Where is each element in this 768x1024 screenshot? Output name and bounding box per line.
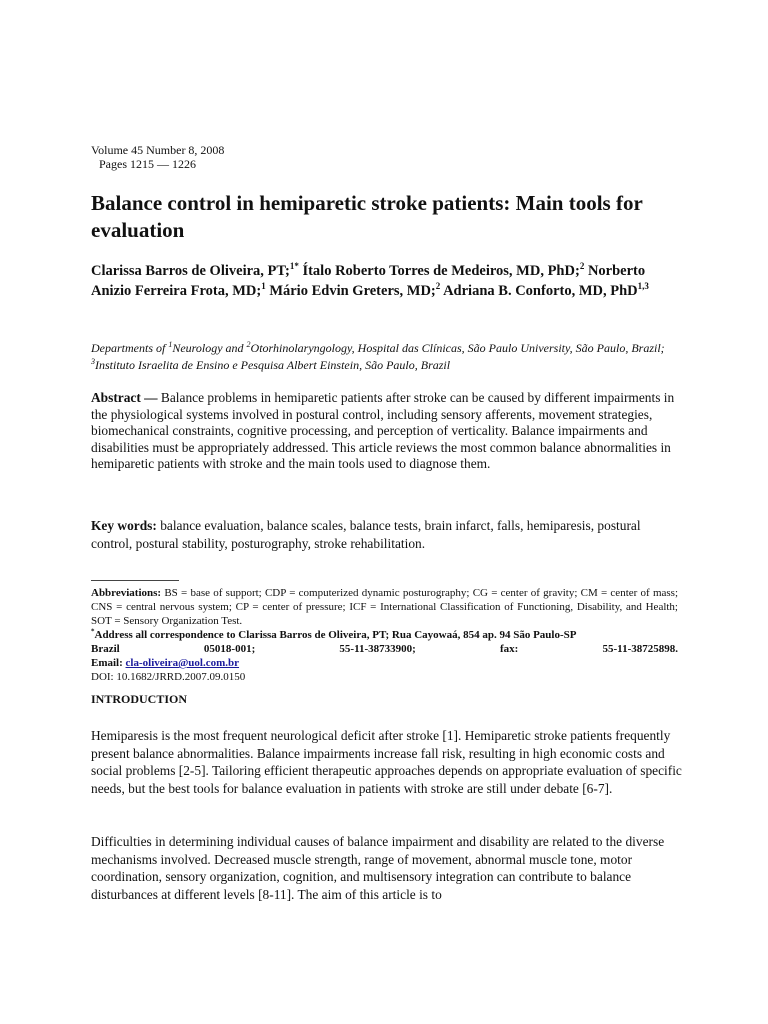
author-affiliation-mark: 1 [261, 281, 266, 292]
author-name: Mário Edvin Greters, MD; [265, 283, 436, 299]
author-name: Ítalo Roberto Torres de Medeiros, MD, PhD; [298, 263, 580, 279]
doi-line: DOI: 10.1682/JRRD.2007.09.0150 [91, 671, 246, 683]
author-affiliation-mark: 2 [579, 261, 585, 272]
abbreviations-text: BS = base of support; CDP = computerized dynamic posturography; CG = center of gravity; CM = center of mass; CNS = central nervous system; CP = center of pressure; ICF = International Classification of Functioning, Disability, and Health; SOT = Sensory Organization Test. [91, 587, 678, 627]
abbreviations-note [91, 586, 678, 628]
author-affiliation-mark: 1,3 [637, 281, 649, 292]
correspondence-phone: 55-11-38733900; [339, 643, 416, 655]
author-name: Norberto Anizio Ferreira Frota, MD; [91, 263, 646, 299]
abstract [91, 390, 681, 473]
abstract-text: Balance problems in hemiparetic patients after stroke can be caused by different impairments in the physiological systems involved in postural control, including sensory afferents, movement strategies, biomechanical constraints, cognitive processing, and perception of verticality. Balance impairments and disabilities must be appropriately addressed. This article reviews the most common balance abnormalities in hemiparetic patients with stroke and the main tools used to diagnose them. [91, 390, 675, 471]
correspondence-address: Address all correspondence to Clarissa Barros de Oliveira, PT; Rua Cayowaá, 854 ap. 94 São Paulo-SP [94, 629, 577, 641]
volume-line: Volume 45 Number 8, 2008 [91, 143, 225, 157]
keywords-label: Key words: [91, 518, 157, 533]
article-title: Balance control in hemiparetic stroke patients: Main tools for evaluation [91, 191, 643, 242]
journal-citation [91, 143, 224, 171]
footnotes [91, 586, 678, 684]
email-label: Email: [91, 657, 126, 669]
correspondence-mark: * [91, 627, 95, 636]
affiliation-institute: Instituto Israelita de Ensino e Pesquisa Albert Einstein, São Paulo, Brazil [95, 358, 451, 372]
keywords [91, 517, 681, 553]
correspondence-country: Brazil [91, 643, 120, 655]
author-name: Adriana B. Conforto, MD, PhD [440, 283, 638, 299]
abstract-label: Abstract — [91, 390, 158, 405]
author-affiliation-mark: 2 [435, 281, 441, 292]
affiliation-dept-neurology: Neurology and [172, 341, 247, 355]
author-list [91, 261, 686, 301]
correspondence-contact-row [91, 642, 678, 656]
author-name: Clarissa Barros de Oliveira, PT; [91, 263, 290, 279]
body-paragraph: Difficulties in determining individual causes of balance impairment and disability are related to the diverse mechanisms involved. Decreased muscle strength, range of movement, abnormal muscle tone, motor coordination, sensory organization, cognition, and multisensory integration can contribute to balance disturbances at different levels [8-11]. The aim of this article is to [91, 834, 665, 902]
pages-line: Pages 1215 — 1226 [99, 157, 196, 171]
correspondence-fax-label: fax: [500, 643, 519, 655]
affiliations [91, 340, 681, 374]
correspondence-zip: 05018-001; [203, 643, 256, 655]
abbreviations-label: Abbreviations: [91, 587, 162, 599]
affiliation-prefix: Departments of [91, 341, 169, 355]
section-heading-introduction: INTRODUCTION [91, 692, 188, 706]
email-link[interactable]: cla-oliveira@uol.com.br [125, 657, 240, 669]
footnote-divider [91, 580, 179, 581]
affiliation-mark: 2 [246, 340, 251, 349]
correspondence-note [91, 628, 678, 642]
affiliation-mark: 1 [168, 340, 173, 349]
body-paragraph: Hemiparesis is the most frequent neurological deficit after stroke [1]. Hemiparetic stroke patients frequently present balance abnormalities. Balance impairments increase fall risk, resulting in high economic costs and social problems [2-5]. Tailoring efficient therapeutic approaches depends on appropriate evaluation of specific needs, but the best tools for balance evaluation in patients with stroke are still under debate [6-7]. [91, 728, 682, 796]
affiliation-mark: 3 [91, 357, 95, 366]
email-line [91, 656, 678, 670]
affiliation-dept-otorhinolaryngology: Otorhinolaryngology, Hospital das Clínicas, São Paulo University, São Paulo, Brazil; [250, 341, 665, 355]
correspondence-fax: 55-11-38725898. [602, 643, 678, 655]
author-affiliation-mark: 1* [289, 261, 299, 272]
keywords-text: balance evaluation, balance scales, balance tests, brain infarct, falls, hemiparesis, postural control, postural stability, posturography, stroke rehabilitation. [91, 518, 641, 551]
